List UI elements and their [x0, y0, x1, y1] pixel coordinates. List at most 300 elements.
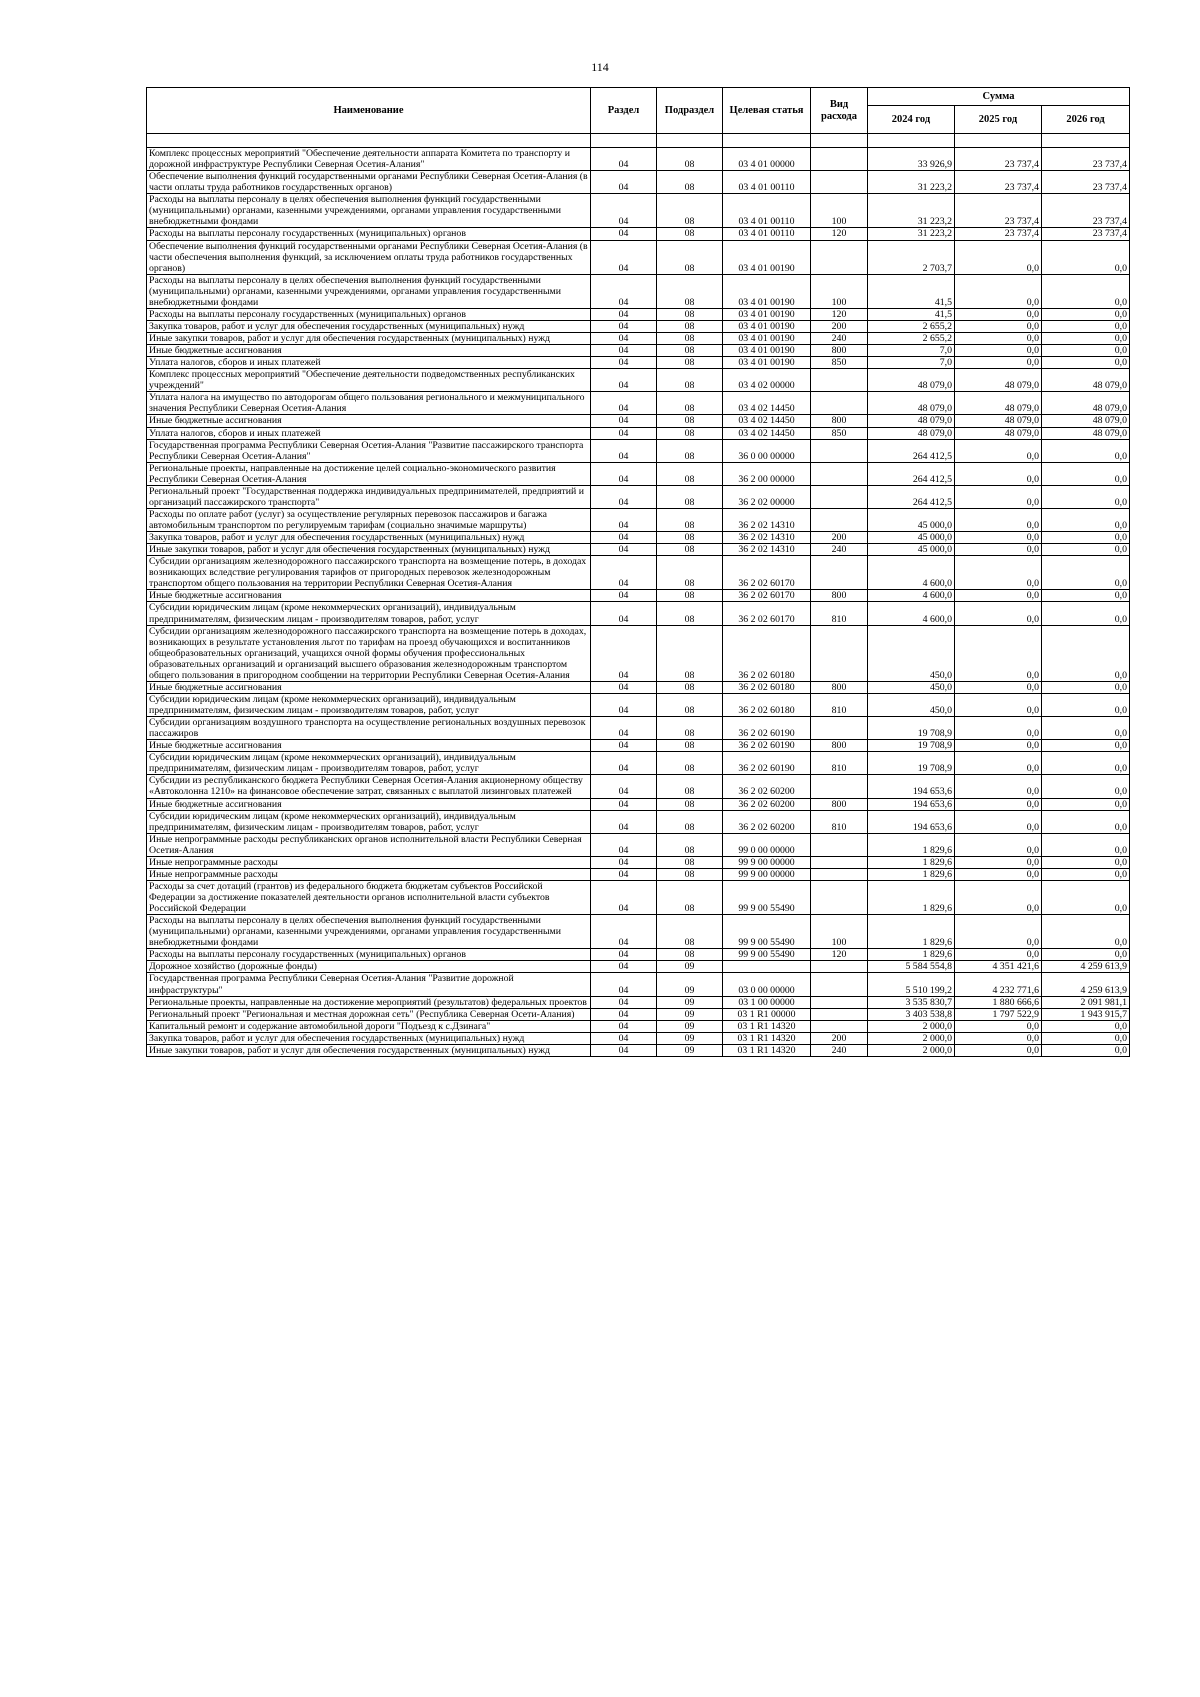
row-2024: 450,0	[868, 681, 955, 693]
row-target: 99 0 00 00000	[723, 833, 811, 856]
row-kind: 100	[811, 915, 868, 949]
row-target: 03 4 01 00190	[723, 308, 811, 320]
row-section: 04	[591, 194, 657, 228]
row-2025: 1 880 666,6	[955, 996, 1042, 1008]
row-target: 36 2 02 60200	[723, 798, 811, 810]
row-2026: 0,0	[1042, 357, 1130, 369]
row-name: Уплата налогов, сборов и иных платежей	[147, 427, 591, 439]
row-kind	[811, 1008, 868, 1020]
row-name: Комплекс процессных мероприятий "Обеспечение деятельности аппарата Комитета по транспорту и дорожной инфраструктуре Республики Северная Осетия-Алания"	[147, 148, 591, 171]
row-target: 03 0 00 00000	[723, 973, 811, 996]
row-2026: 0,0	[1042, 333, 1130, 345]
row-kind: 800	[811, 415, 868, 427]
row-section: 04	[591, 868, 657, 880]
row-target: 99 9 00 00000	[723, 856, 811, 868]
row-section: 04	[591, 693, 657, 716]
row-subsection: 08	[657, 949, 723, 961]
row-section: 04	[591, 1020, 657, 1032]
row-subsection: 08	[657, 171, 723, 194]
header-section: Раздел	[591, 88, 657, 134]
header-kind: Вид расхода	[811, 88, 868, 134]
row-section: 04	[591, 148, 657, 171]
row-subsection: 08	[657, 602, 723, 625]
row-section: 04	[591, 973, 657, 996]
row-2024: 3 403 538,8	[868, 1008, 955, 1020]
row-kind	[811, 973, 868, 996]
row-2026: 0,0	[1042, 556, 1130, 590]
row-2024: 194 653,6	[868, 798, 955, 810]
row-kind: 800	[811, 681, 868, 693]
row-2025: 0,0	[955, 798, 1042, 810]
row-name: Субсидии организациям воздушного транспорта на осуществление региональных воздушных перевозок пассажиров	[147, 717, 591, 740]
table-row	[147, 810, 1130, 833]
header-name: Наименование	[147, 88, 591, 134]
row-target: 36 2 02 60200	[723, 775, 811, 798]
row-target: 03 4 01 00190	[723, 320, 811, 332]
row-name: Иные бюджетные ассигнования	[147, 590, 591, 602]
row-2025: 0,0	[955, 240, 1042, 274]
table-row	[147, 240, 1130, 274]
row-subsection: 08	[657, 333, 723, 345]
row-subsection: 08	[657, 345, 723, 357]
table-row	[147, 369, 1130, 392]
row-kind: 120	[811, 228, 868, 240]
row-section: 04	[591, 308, 657, 320]
row-2025: 0,0	[955, 308, 1042, 320]
row-2025: 0,0	[955, 602, 1042, 625]
row-kind	[811, 508, 868, 531]
row-2026: 23 737,4	[1042, 228, 1130, 240]
row-section: 04	[591, 996, 657, 1008]
row-2024: 2 655,2	[868, 320, 955, 332]
row-2024: 1 829,6	[868, 880, 955, 914]
row-2024: 45 000,0	[868, 532, 955, 544]
row-target: 03 1 R1 00000	[723, 1008, 811, 1020]
row-name: Субсидии юридическим лицам (кроме некоммерческих организаций), индивидуальным предпринимателям, физическим лицам - производителям товаров, работ, услуг	[147, 752, 591, 775]
row-name: Расходы на выплаты персоналу в целях обеспечения выполнения функций государственными (муниципальными) органами, казенными учреждениями, органами управления государственными внебюджетными фондами	[147, 194, 591, 228]
row-2024: 48 079,0	[868, 369, 955, 392]
row-section: 04	[591, 392, 657, 415]
table-row	[147, 171, 1130, 194]
row-section: 04	[591, 240, 657, 274]
row-kind	[811, 868, 868, 880]
row-2026: 1 943 915,7	[1042, 1008, 1130, 1020]
row-2026: 0,0	[1042, 752, 1130, 775]
page-number: 114	[591, 60, 609, 74]
row-subsection: 08	[657, 625, 723, 681]
table-row	[147, 544, 1130, 556]
row-target: 36 2 02 60190	[723, 752, 811, 775]
row-target: 36 2 00 00000	[723, 462, 811, 485]
row-2026: 48 079,0	[1042, 415, 1130, 427]
row-kind	[811, 240, 868, 274]
row-subsection: 08	[657, 717, 723, 740]
row-kind	[811, 485, 868, 508]
row-kind: 240	[811, 333, 868, 345]
table-row	[147, 681, 1130, 693]
row-2025: 0,0	[955, 345, 1042, 357]
table-row	[147, 740, 1130, 752]
row-2026: 23 737,4	[1042, 171, 1130, 194]
row-name: Иные непрограммные расходы	[147, 868, 591, 880]
row-2025: 0,0	[955, 590, 1042, 602]
row-name: Расходы на выплаты персоналу государственных (муниципальных) органов	[147, 949, 591, 961]
row-2024: 48 079,0	[868, 427, 955, 439]
row-section: 04	[591, 915, 657, 949]
table-row	[147, 915, 1130, 949]
row-section: 04	[591, 415, 657, 427]
row-kind: 810	[811, 810, 868, 833]
row-2026: 2 091 981,1	[1042, 996, 1130, 1008]
header-year-2026: 2026 год	[1042, 106, 1130, 134]
table-row	[147, 228, 1130, 240]
row-subsection: 08	[657, 915, 723, 949]
row-section: 04	[591, 544, 657, 556]
table-row	[147, 392, 1130, 415]
row-2026: 0,0	[1042, 1020, 1130, 1032]
row-target: 03 4 02 14450	[723, 392, 811, 415]
table-row	[147, 856, 1130, 868]
row-section: 04	[591, 798, 657, 810]
spacer-row	[147, 134, 1130, 148]
table-row	[147, 625, 1130, 681]
row-subsection: 08	[657, 752, 723, 775]
row-section: 04	[591, 740, 657, 752]
row-name: Расходы на выплаты персоналу в целях обеспечения выполнения функций государственными (муниципальными) органами, казенными учреждениями, органами управления государственными внебюджетными фондами	[147, 274, 591, 308]
row-section: 04	[591, 717, 657, 740]
row-subsection: 08	[657, 856, 723, 868]
row-subsection: 08	[657, 775, 723, 798]
row-kind: 200	[811, 1032, 868, 1044]
table-row	[147, 439, 1130, 462]
row-2026: 0,0	[1042, 868, 1130, 880]
row-name: Иные закупки товаров, работ и услуг для обеспечения государственных (муниципальных) нужд	[147, 333, 591, 345]
row-name: Иные закупки товаров, работ и услуг для обеспечения государственных (муниципальных) нужд	[147, 1044, 591, 1056]
row-section: 04	[591, 274, 657, 308]
row-subsection: 08	[657, 485, 723, 508]
row-name: Расходы на выплаты персоналу государственных (муниципальных) органов	[147, 228, 591, 240]
table-row	[147, 798, 1130, 810]
row-2024: 45 000,0	[868, 508, 955, 531]
row-2025: 4 232 771,6	[955, 973, 1042, 996]
row-target: 36 2 02 60190	[723, 740, 811, 752]
table-row	[147, 194, 1130, 228]
row-subsection: 08	[657, 427, 723, 439]
row-2025: 0,0	[955, 775, 1042, 798]
row-2025: 48 079,0	[955, 369, 1042, 392]
row-2024: 2 655,2	[868, 333, 955, 345]
row-2025: 0,0	[955, 462, 1042, 485]
table-row	[147, 833, 1130, 856]
row-2024: 1 829,6	[868, 949, 955, 961]
row-2024: 19 708,9	[868, 717, 955, 740]
row-2024: 194 653,6	[868, 810, 955, 833]
table-row	[147, 345, 1130, 357]
row-2025: 23 737,4	[955, 194, 1042, 228]
row-name: Региональные проекты, направленные на достижение целей социально-экономического развития Республики Северная Осетия-Алания	[147, 462, 591, 485]
row-subsection: 08	[657, 274, 723, 308]
row-subsection: 08	[657, 240, 723, 274]
row-2026: 23 737,4	[1042, 194, 1130, 228]
row-2026: 0,0	[1042, 856, 1130, 868]
table-row	[147, 1032, 1130, 1044]
row-2026: 0,0	[1042, 717, 1130, 740]
row-target: 36 0 00 00000	[723, 439, 811, 462]
row-target: 03 4 01 00110	[723, 194, 811, 228]
row-kind	[811, 148, 868, 171]
row-2025: 0,0	[955, 880, 1042, 914]
row-target: 03 4 01 00110	[723, 228, 811, 240]
row-name: Иные бюджетные ассигнования	[147, 798, 591, 810]
header-sum: Сумма	[868, 88, 1130, 106]
table-row	[147, 717, 1130, 740]
row-2026: 4 259 613,9	[1042, 973, 1130, 996]
row-2026: 0,0	[1042, 544, 1130, 556]
row-subsection: 08	[657, 439, 723, 462]
row-2024: 19 708,9	[868, 740, 955, 752]
row-2025: 0,0	[955, 693, 1042, 716]
row-name: Расходы на выплаты персоналу государственных (муниципальных) органов	[147, 308, 591, 320]
row-2025: 0,0	[955, 1020, 1042, 1032]
row-target: 36 2 02 14310	[723, 544, 811, 556]
row-2024: 450,0	[868, 693, 955, 716]
row-2024: 2 000,0	[868, 1044, 955, 1056]
row-section: 04	[591, 556, 657, 590]
row-target: 03 4 01 00190	[723, 274, 811, 308]
row-2026: 0,0	[1042, 915, 1130, 949]
table-row	[147, 148, 1130, 171]
row-name: Обеспечение выполнения функций государственными органами Республики Северная Осетия-Алания (в части оплаты труда работников государственных органов)	[147, 171, 591, 194]
row-subsection: 08	[657, 532, 723, 544]
row-2024: 31 223,2	[868, 171, 955, 194]
row-2025: 0,0	[955, 740, 1042, 752]
row-name: Закупка товаров, работ и услуг для обеспечения государственных (муниципальных) нужд	[147, 1032, 591, 1044]
row-kind: 800	[811, 798, 868, 810]
row-target: 03 1 R1 14320	[723, 1020, 811, 1032]
row-kind: 200	[811, 320, 868, 332]
row-subsection: 08	[657, 681, 723, 693]
row-section: 04	[591, 1044, 657, 1056]
row-section: 04	[591, 810, 657, 833]
row-target: 03 4 02 14450	[723, 415, 811, 427]
row-2025: 0,0	[955, 556, 1042, 590]
row-target: 36 2 02 14310	[723, 532, 811, 544]
row-name: Иные бюджетные ассигнования	[147, 681, 591, 693]
row-2025: 0,0	[955, 357, 1042, 369]
row-target: 36 2 02 60180	[723, 681, 811, 693]
table-row	[147, 973, 1130, 996]
row-section: 04	[591, 833, 657, 856]
row-2024: 41,5	[868, 274, 955, 308]
row-name: Региональный проект "Региональная и местная дорожная сеть" (Республика Северная Осети-Алания)	[147, 1008, 591, 1020]
row-2024: 7,0	[868, 357, 955, 369]
row-2025: 0,0	[955, 532, 1042, 544]
row-target: 03 4 01 00190	[723, 240, 811, 274]
row-section: 04	[591, 369, 657, 392]
row-2024: 194 653,6	[868, 775, 955, 798]
table-body	[147, 134, 1130, 1057]
row-kind: 200	[811, 532, 868, 544]
row-subsection: 09	[657, 996, 723, 1008]
row-section: 04	[591, 427, 657, 439]
row-2024: 31 223,2	[868, 194, 955, 228]
table-row	[147, 590, 1130, 602]
row-subsection: 08	[657, 590, 723, 602]
table-row	[147, 880, 1130, 914]
row-name: Иные закупки товаров, работ и услуг для обеспечения государственных (муниципальных) нужд	[147, 544, 591, 556]
row-kind	[811, 856, 868, 868]
row-name: Субсидии юридическим лицам (кроме некоммерческих организаций), индивидуальным предпринимателям, физическим лицам - производителям товаров, работ, услуг	[147, 693, 591, 716]
row-subsection: 08	[657, 392, 723, 415]
row-2024: 41,5	[868, 308, 955, 320]
row-2026: 0,0	[1042, 485, 1130, 508]
row-2026: 48 079,0	[1042, 369, 1130, 392]
row-2024: 19 708,9	[868, 752, 955, 775]
row-name: Капитальный ремонт и содержание автомобильной дороги "Подъезд к с.Дзинага"	[147, 1020, 591, 1032]
row-2024: 450,0	[868, 625, 955, 681]
row-name: Уплата налога на имущество по автодорогам общего пользования регионального и межмуниципального значения Республики Северная Осетия-Алания	[147, 392, 591, 415]
row-subsection: 09	[657, 1044, 723, 1056]
row-target: 36 2 02 60170	[723, 556, 811, 590]
row-target: 36 2 02 60200	[723, 810, 811, 833]
row-subsection: 08	[657, 508, 723, 531]
table-row	[147, 1008, 1130, 1020]
row-2026: 48 079,0	[1042, 392, 1130, 415]
row-2025: 0,0	[955, 274, 1042, 308]
row-2025: 0,0	[955, 625, 1042, 681]
row-2026: 0,0	[1042, 1044, 1130, 1056]
row-2024: 31 223,2	[868, 228, 955, 240]
row-target: 03 4 01 00190	[723, 333, 811, 345]
row-kind: 120	[811, 949, 868, 961]
row-2026: 0,0	[1042, 880, 1130, 914]
row-2024: 2 000,0	[868, 1032, 955, 1044]
row-target: 36 2 02 60190	[723, 717, 811, 740]
row-section: 04	[591, 357, 657, 369]
header-subsection: Подраздел	[657, 88, 723, 134]
row-2026: 0,0	[1042, 798, 1130, 810]
row-subsection: 09	[657, 961, 723, 973]
row-section: 04	[591, 333, 657, 345]
row-target: 99 9 00 55490	[723, 949, 811, 961]
table-row	[147, 949, 1130, 961]
row-target: 99 9 00 55490	[723, 915, 811, 949]
row-2026: 0,0	[1042, 1032, 1130, 1044]
row-2024: 264 412,5	[868, 439, 955, 462]
row-section: 04	[591, 485, 657, 508]
row-2025: 0,0	[955, 856, 1042, 868]
row-2026: 0,0	[1042, 274, 1130, 308]
header-year-2024: 2024 год	[868, 106, 955, 134]
row-2026: 0,0	[1042, 810, 1130, 833]
row-2025: 0,0	[955, 717, 1042, 740]
row-section: 04	[591, 681, 657, 693]
table-row	[147, 1044, 1130, 1056]
row-2026: 0,0	[1042, 625, 1130, 681]
row-target: 36 2 02 60180	[723, 693, 811, 716]
row-2025: 0,0	[955, 810, 1042, 833]
row-name: Субсидии юридическим лицам (кроме некоммерческих организаций), индивидуальным предпринимателям, физическим лицам - производителям товаров, работ, услуг	[147, 602, 591, 625]
row-subsection: 08	[657, 357, 723, 369]
row-target: 03 1 00 00000	[723, 996, 811, 1008]
row-2025: 0,0	[955, 949, 1042, 961]
row-2026: 0,0	[1042, 462, 1130, 485]
row-section: 04	[591, 961, 657, 973]
row-section: 04	[591, 508, 657, 531]
row-target: 03 4 01 00190	[723, 357, 811, 369]
table-row	[147, 868, 1130, 880]
row-kind	[811, 775, 868, 798]
row-target: 36 2 02 60170	[723, 602, 811, 625]
row-section: 04	[591, 462, 657, 485]
table-row	[147, 308, 1130, 320]
row-target: 03 1 R1 14320	[723, 1032, 811, 1044]
row-kind	[811, 996, 868, 1008]
row-kind	[811, 880, 868, 914]
row-kind	[811, 1020, 868, 1032]
row-2026: 0,0	[1042, 602, 1130, 625]
row-target: 03 1 R1 14320	[723, 1044, 811, 1056]
table-row	[147, 320, 1130, 332]
row-2026: 0,0	[1042, 240, 1130, 274]
row-2026: 0,0	[1042, 681, 1130, 693]
row-name: Иные бюджетные ассигнования	[147, 415, 591, 427]
row-kind	[811, 717, 868, 740]
row-2024: 264 412,5	[868, 462, 955, 485]
row-target: 03 4 01 00000	[723, 148, 811, 171]
row-kind: 100	[811, 194, 868, 228]
row-2025: 0,0	[955, 1044, 1042, 1056]
row-subsection: 08	[657, 833, 723, 856]
row-2024: 48 079,0	[868, 415, 955, 427]
row-2026: 0,0	[1042, 532, 1130, 544]
table-row	[147, 693, 1130, 716]
row-section: 04	[591, 1032, 657, 1044]
row-section: 04	[591, 880, 657, 914]
row-subsection: 08	[657, 740, 723, 752]
row-name: Субсидии организациям железнодорожного пассажирского транспорта на возмещение потерь, в доходах возникающих вследствие регулирования тарифов от пригородных перевозок железнодорожным транспортом общего пользования на территории Республики Северная Осетия-Алания	[147, 556, 591, 590]
row-name: Комплекс процессных мероприятий "Обеспечение деятельности подведомственных республиканских учреждений"	[147, 369, 591, 392]
row-kind: 810	[811, 752, 868, 775]
row-2025: 48 079,0	[955, 415, 1042, 427]
row-target	[723, 961, 811, 973]
row-2024: 2 703,7	[868, 240, 955, 274]
row-2024: 2 000,0	[868, 1020, 955, 1032]
row-target: 36 2 02 60180	[723, 625, 811, 681]
row-section: 04	[591, 532, 657, 544]
row-kind: 100	[811, 274, 868, 308]
row-subsection: 08	[657, 880, 723, 914]
row-subsection: 08	[657, 544, 723, 556]
table-row	[147, 602, 1130, 625]
row-section: 04	[591, 345, 657, 357]
table-row	[147, 1020, 1130, 1032]
row-2025: 0,0	[955, 320, 1042, 332]
row-name: Обеспечение выполнения функций государственными органами Республики Северная Осетия-Алания (в части обеспечения выполнения функций, за исключением оплаты труда работников государственных органов)	[147, 240, 591, 274]
row-kind	[811, 369, 868, 392]
row-name: Региональный проект "Государственная поддержка индивидуальных предпринимателей, предприятий и организаций пассажирского транспорта"	[147, 485, 591, 508]
row-section: 04	[591, 949, 657, 961]
row-2025: 0,0	[955, 333, 1042, 345]
row-2025: 0,0	[955, 681, 1042, 693]
row-section: 04	[591, 775, 657, 798]
row-name: Расходы по оплате работ (услуг) за осуществление регулярных перевозок пассажиров и багажа автомобильным транспортом по регулируемым тарифам (социально значимые маршруты)	[147, 508, 591, 531]
row-subsection: 09	[657, 1008, 723, 1020]
table-row	[147, 427, 1130, 439]
row-name: Дорожное хозяйство (дорожные фонды)	[147, 961, 591, 973]
row-2026: 0,0	[1042, 308, 1130, 320]
row-subsection: 08	[657, 148, 723, 171]
